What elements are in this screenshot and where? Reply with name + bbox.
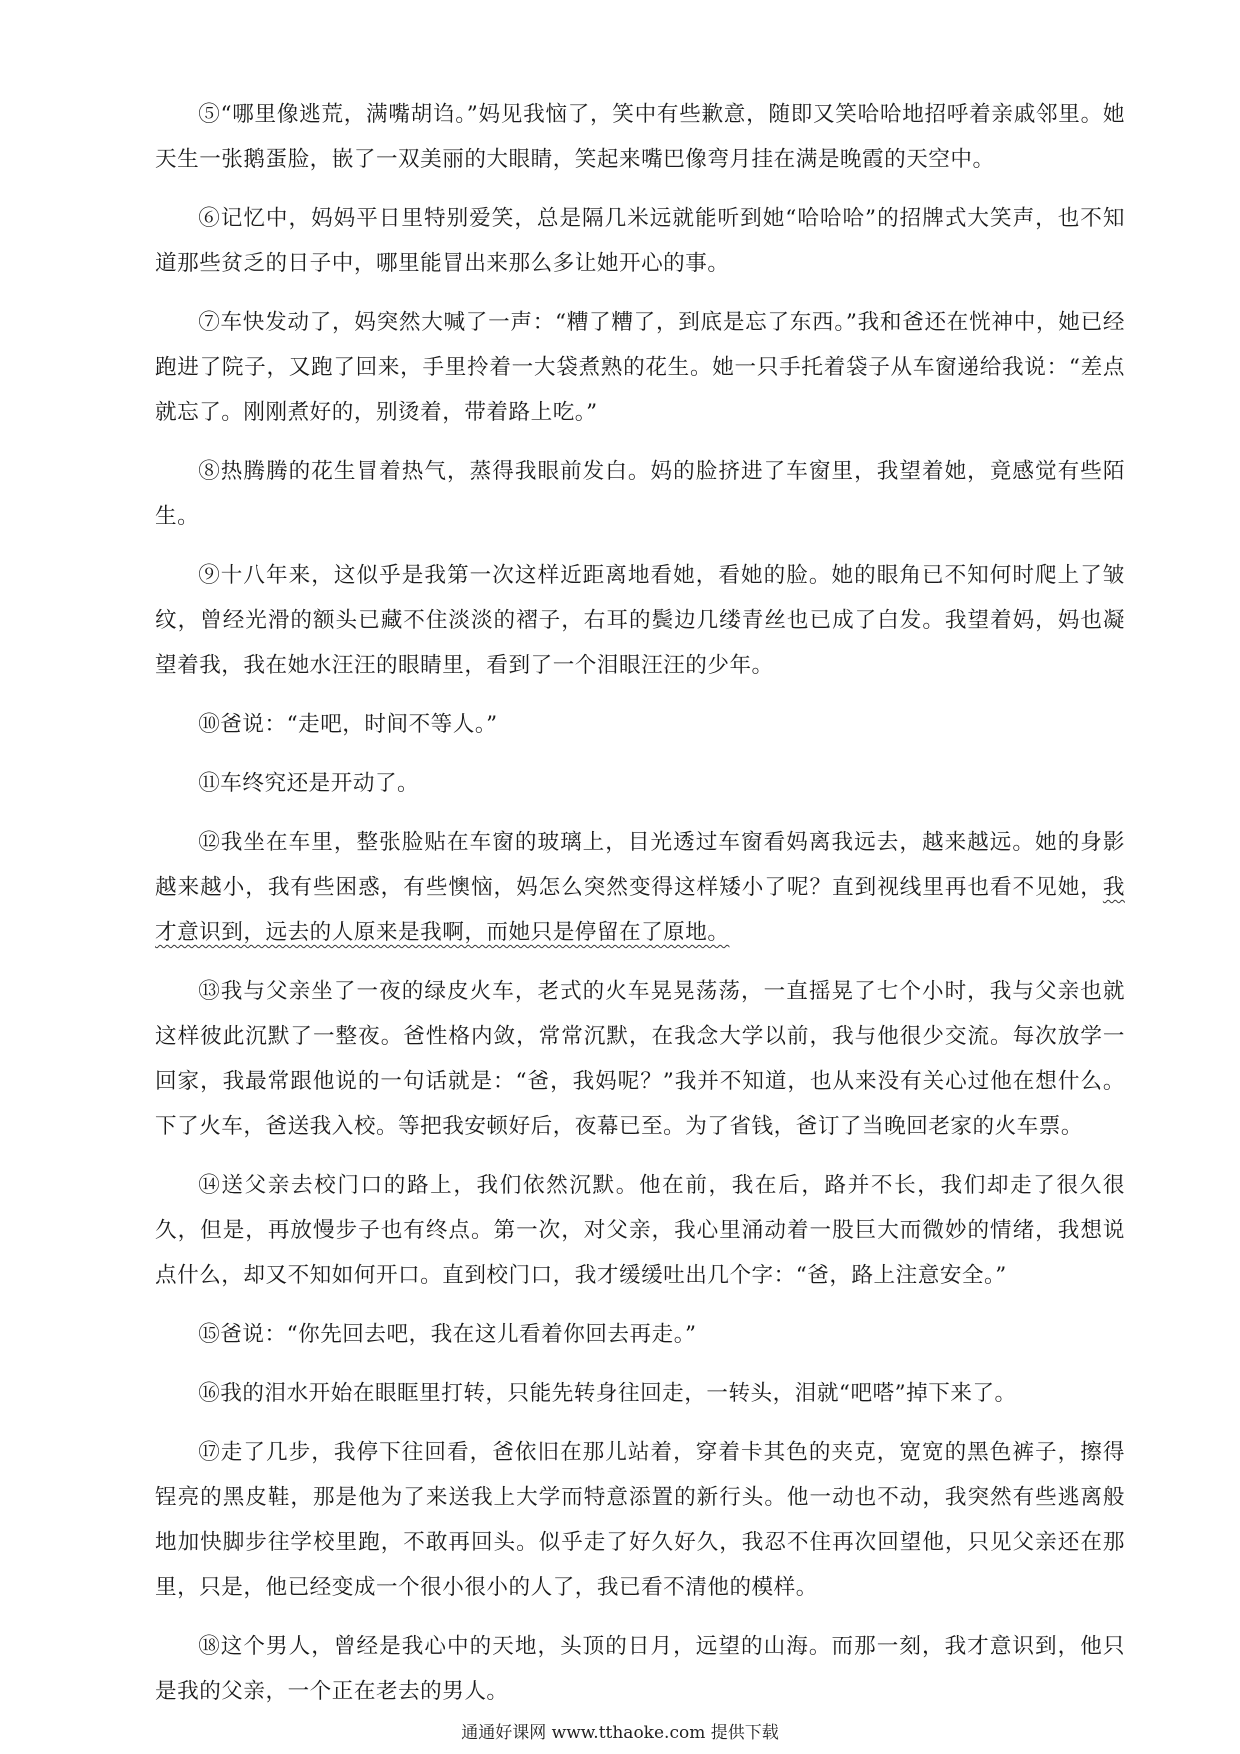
paragraph-18: ⑱这个男人，曾经是我心中的天地，头顶的日月，远望的山海。而那一刻，我才意识到，他只是我的父亲，一个正在老去的男人。 [155,1634,1125,1704]
page-footer: 通通好课网 www.tthaoke.com 提供下载 [461,1723,779,1743]
paragraph-8: ⑧热腾腾的花生冒着热气，蒸得我眼前发白。妈的脸挤进了车窗里，我望着她，竟感觉有些陌生。 [155,459,1125,529]
wavy-underlined-sentence: 我才意识到，远去的人原来是我啊，而她只是停留在了原地。 [155,875,1125,945]
paragraph-7: ⑦车快发动了，妈突然大喊了一声：“糟了糟了，到底是忘了东西。”我和爸还在恍神中，她已经跑进了院子，又跑了回来，手里拎着一大袋煮熟的花生。她一只手托着袋子从车窗递给我说：“差点就忘了。刚刚煮好的，别烫着，带着路上吃。” [155,310,1125,425]
paragraph-9: ⑨十八年来，这似乎是我第一次这样近距离地看她，看她的脸。她的眼角已不知何时爬上了皱纹，曾经光滑的额头已藏不住淡淡的褶子，右耳的鬓边几缕青丝也已成了白发。我望着妈，妈也凝望着我，我在她水汪汪的眼睛里，看到了一个泪眼汪汪的少年。 [155,563,1125,678]
paragraph-11: ⑪车终究还是开动了。 [198,771,420,796]
paragraph-12-text: ⑫我坐在车里，整张脸贴在车窗的玻璃上，目光透过车窗看妈离我远去，越来越远。她的身影越来越小，我有些困惑，有些懊恼，妈怎么突然变得这样矮小了呢？直到视线里再也看不见她， [155,830,1125,900]
paragraph-6: ⑥记忆中，妈妈平日里特别爱笑，总是隔几米远就能听到她“哈哈哈”的招牌式大笑声，也不知道那些贫乏的日子中，哪里能冒出来那么多让她开心的事。 [155,206,1125,276]
paragraph-5: ⑤“哪里像逃荒，满嘴胡诌。”妈见我恼了，笑中有些歉意，随即又笑哈哈地招呼着亲戚邻里。她天生一张鹅蛋脸，嵌了一双美丽的大眼睛，笑起来嘴巴像弯月挂在满是晚霞的天空中。 [155,102,1125,172]
paragraph-13: ⑬我与父亲坐了一夜的绿皮火车，老式的火车晃晃荡荡，一直摇晃了七个小时，我与父亲也就这样彼此沉默了一整夜。爸性格内敛，常常沉默，在我念大学以前，我与他很少交流。每次放学一回家，我最常跟他说的一句话就是：“爸，我妈呢？”我并不知道，也从来没有关心过他在想什么。下了火车，爸送我入校。等把我安顿好后，夜幕已至。为了省钱，爸订了当晚回老家的火车票。 [155,979,1125,1139]
paragraph-15: ⑮爸说：“你先回去吧，我在这儿看着你回去再走。” [198,1322,697,1347]
paragraph-14: ⑭送父亲去校门口的路上，我们依然沉默。他在前，我在后，路并不长，我们却走了很久很久，但是，再放慢步子也有终点。第一次，对父亲，我心里涌动着一股巨大而微妙的情绪，我想说点什么，却又不知如何开口。直到校门口，我才缓缓吐出几个字：“爸，路上注意安全。” [155,1173,1125,1288]
document-body [155,92,1125,1728]
paragraph-10: ⑩爸说：“走吧，时间不等人。” [198,712,498,737]
paragraph-17: ⑰走了几步，我停下往回看，爸依旧在那儿站着，穿着卡其色的夹克，宽宽的黑色裤子，擦得锃亮的黑皮鞋，那是他为了来送我上大学而特意添置的新行头。他一动也不动，我突然有些逃离般地加快脚步往学校里跑，不敢再回头。似乎走了好久好久，我忍不住再次回望他，只见父亲还在那里，只是，他已经变成一个很小很小的人了，我已看不清他的模样。 [155,1440,1125,1600]
paragraph-12 [155,820,1125,955]
paragraph-16: ⑯我的泪水开始在眼眶里打转，只能先转身往回走，一转头，泪就“吧嗒”掉下来了。 [198,1381,1017,1406]
